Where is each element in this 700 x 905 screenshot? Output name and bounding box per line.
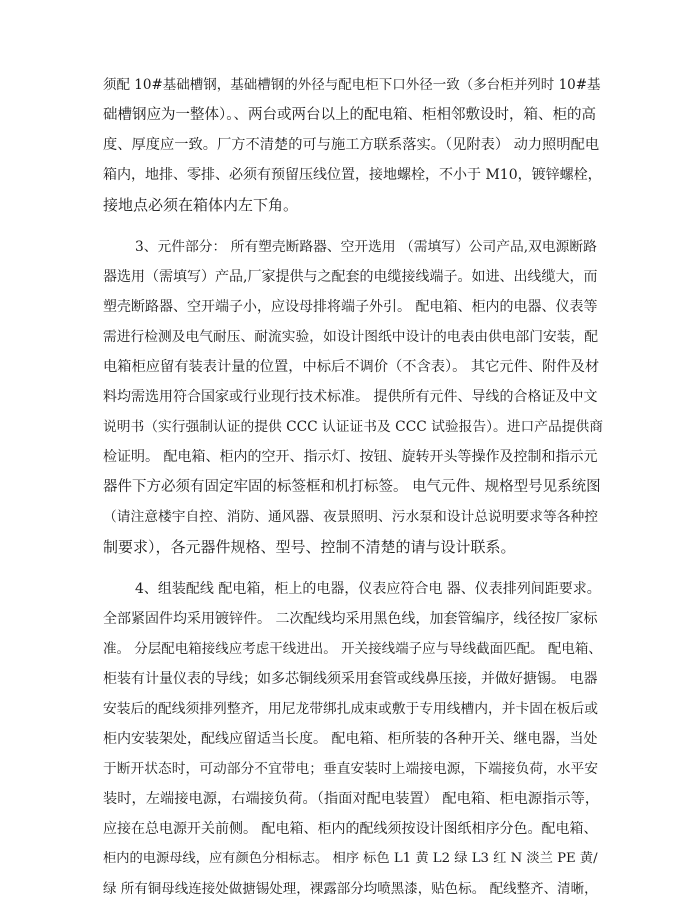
text-line: 需进行检测及电气耐压、耐流实验，如设计图纸中设计的电表由供电部门安装，配: [103, 329, 599, 345]
text-line: 柜内安装架处，配线应留适当长度。 配电箱、柜所装的各种开关、继电器，当处: [103, 731, 598, 747]
text-line: 全部紧固件均采用镀锌件。 二次配线均采用黑色线，加套管编序，线径按厂家标: [103, 611, 598, 627]
text-line: 柜内的电源母线，应有颜色分相标志。 相序 标色 L1 黄 L2 绿 L3 红 N 淡兰 PE 黄/: [103, 851, 598, 866]
text-line: 器选用（需填写）产品,厂家提供与之配套的电缆接线端子。如进、出线缆大，而: [103, 269, 598, 285]
text-line: 料均需选用符合国家或行业现行技术标准。 提供所有元件、导线的合格证及中文: [103, 389, 598, 405]
paragraph-components: [103, 232, 603, 562]
text-line: 3、元件部分： 所有塑壳断路器、空开选用 （需填写）公司产品,双电源断路: [135, 239, 597, 255]
text-line: 绿 所有铜母线连接处做搪锡处理，裸露部分均喷黑漆，贴色标。 配线整齐、清晰，: [103, 881, 598, 897]
text-line: 装时，左端接电源，右端接负荷。（指面对配电装置） 配电箱、柜电源指示等，: [103, 791, 600, 807]
text-line: 安装后的配线须排列整齐，用尼龙带绑扎成束或敷于专用线槽内，并卡固在板后或: [103, 701, 599, 717]
text-line: 4、组装配线 配电箱，柜上的电器，仪表应符合电 器、仪表排列间距要求。: [135, 581, 601, 597]
text-line: 器件下方必须有固定牢固的标签框和机打标签。 电气元件、规格型号见系统图: [103, 479, 601, 495]
paragraph-assembly-wiring: [103, 574, 603, 904]
text-line: 箱内，地排、零排、必须有预留压线位置，接地螺栓，不小于 M10，镀锌螺栓，: [103, 167, 602, 183]
text-line: 应接在总电源开关前侧。 配电箱、柜内的配线须按设计图纸相序分色。配电箱、: [103, 821, 598, 837]
paragraph-spacer: [103, 562, 603, 574]
text-line: 度、厚度应一致。厂方不清楚的可与施工方联系落实。（见附表） 动力照明配电: [103, 137, 600, 153]
text-line: 础槽钢应为一整体）。、两台或两台以上的配电箱、柜相邻敷设时，箱、柜的高: [103, 107, 596, 123]
text-line: 于断开状态时，可动部分不宜带电；垂直安装时上端接电源，下端接负荷，水平安: [103, 761, 599, 777]
text-line: 说明书（实行强制认证的提供 CCC 认证证书及 CCC 试验报告）。进口产品提供商: [103, 419, 603, 435]
text-line: 电箱柜应留有装表计量的位置，中标后不调价（不含表）。 其它元件、附件及材: [103, 359, 600, 375]
document-body: [103, 70, 603, 904]
text-line: 塑壳断路器、空开端子小，应设母排将端子外引。 配电箱、柜内的电器、仪表等: [103, 299, 598, 315]
paragraph-spacer: [103, 220, 603, 232]
paragraph-base-channel: [103, 70, 603, 220]
text-line: 接地点必须在箱体内左下角。: [103, 196, 299, 214]
text-line: （请注意楼宇自控、消防、通风器、夜景照明、污水泵和设计总说明要求等各种控: [103, 509, 599, 525]
text-line: 准。 分层配电箱接线应考虑干线进出。 开关接线端子应与导线截面匹配。 配电箱、: [103, 641, 602, 657]
text-line: 柜装有计量仪表的导线；如多芯铜线须采用套管或线鼻压接，并做好搪锡。 电器: [103, 671, 598, 687]
text-line: 检证明。 配电箱、柜内的空开、指示灯、按钮、旋转开头等操作及控制和指示元: [103, 449, 598, 465]
text-line: 制要求），各元器件规格、型号、控制不清楚的请与设计联系。: [103, 538, 516, 556]
text-line: 须配 10#基础槽钢，基础槽钢的外径与配电柜下口外径一致（多台柜并列时 10#基: [103, 77, 601, 93]
